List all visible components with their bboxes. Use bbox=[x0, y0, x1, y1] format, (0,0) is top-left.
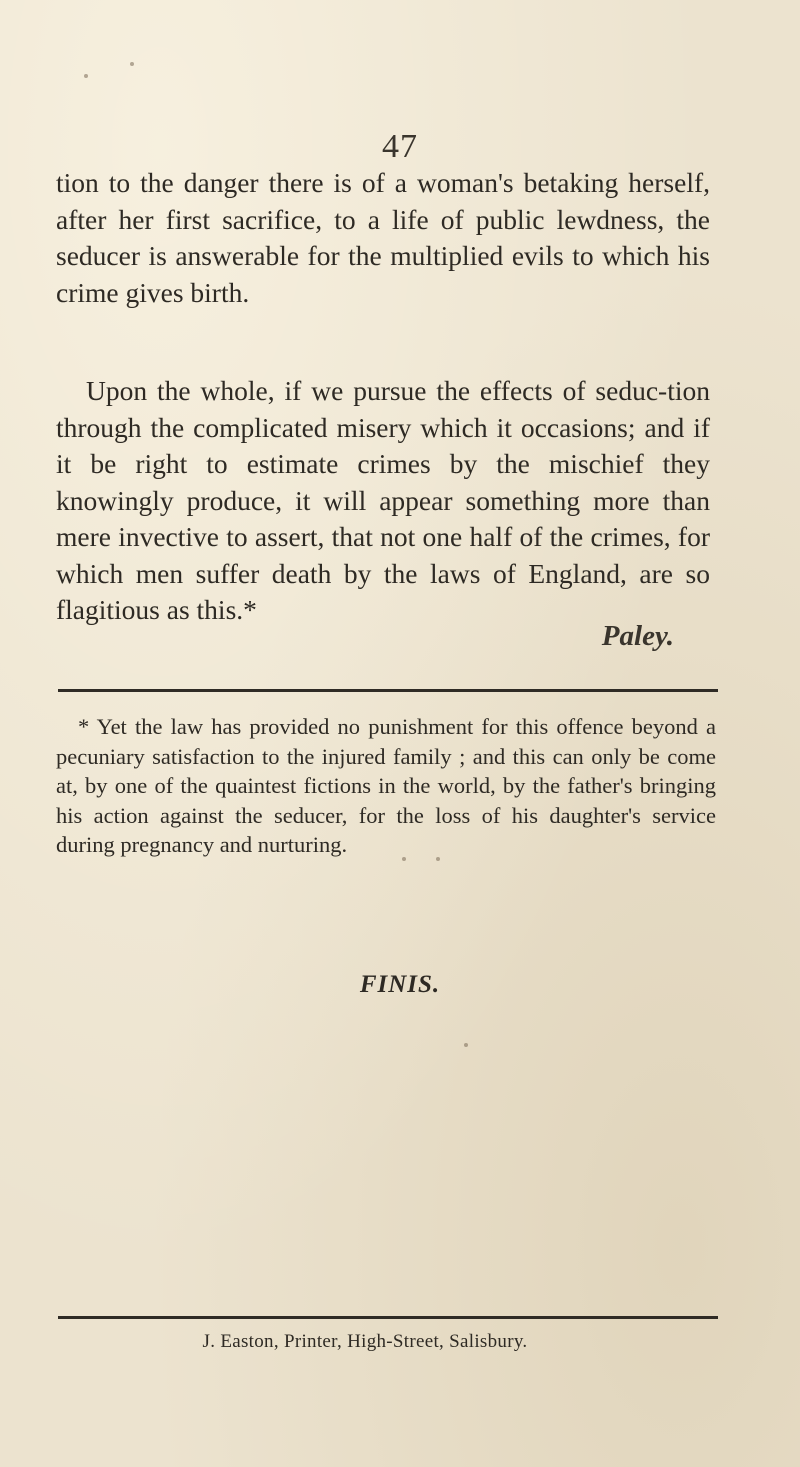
paper-speck bbox=[402, 857, 406, 861]
body-paragraph-2: Upon the whole, if we pursue the effects of seduc-tion through the complicated misery which it occasions; and if it be right to estimate crimes by the mischief they knowingly produce, it will appear something more than mere invective to assert, that not one half of the crimes, for which men suffer death by the laws of England, are so flagitious as this.* bbox=[56, 375, 710, 625]
paper-speck bbox=[464, 1043, 468, 1047]
printer-imprint: J. Easton, Printer, High-Street, Salisbury. bbox=[202, 1331, 528, 1352]
paper-speck bbox=[130, 62, 134, 66]
paper-speck bbox=[436, 857, 440, 861]
finis-heading: FINIS. bbox=[359, 971, 441, 998]
imprint-divider bbox=[58, 1316, 718, 1319]
footnote-divider bbox=[58, 689, 718, 692]
footnote: * Yet the law has provided no punishment for this offence beyond a pecuniary satisfaction to the injured family ; and this can only be come at, by one of the quaintest fictions in the world, by the father's bringing his action against the seducer, for the loss of his daughter's service during pregnancy and nurturing. bbox=[56, 714, 716, 857]
attribution: Paley. bbox=[601, 620, 674, 652]
paper-speck bbox=[84, 74, 88, 78]
body-paragraph-1: tion to the danger there is of a woman's betaking herself, after her first sacrifice, to a life of public lewdness, the seducer is answerable for the multiplied evils to which his crime gives birth. bbox=[56, 167, 710, 308]
page-number: 47 bbox=[382, 128, 418, 165]
